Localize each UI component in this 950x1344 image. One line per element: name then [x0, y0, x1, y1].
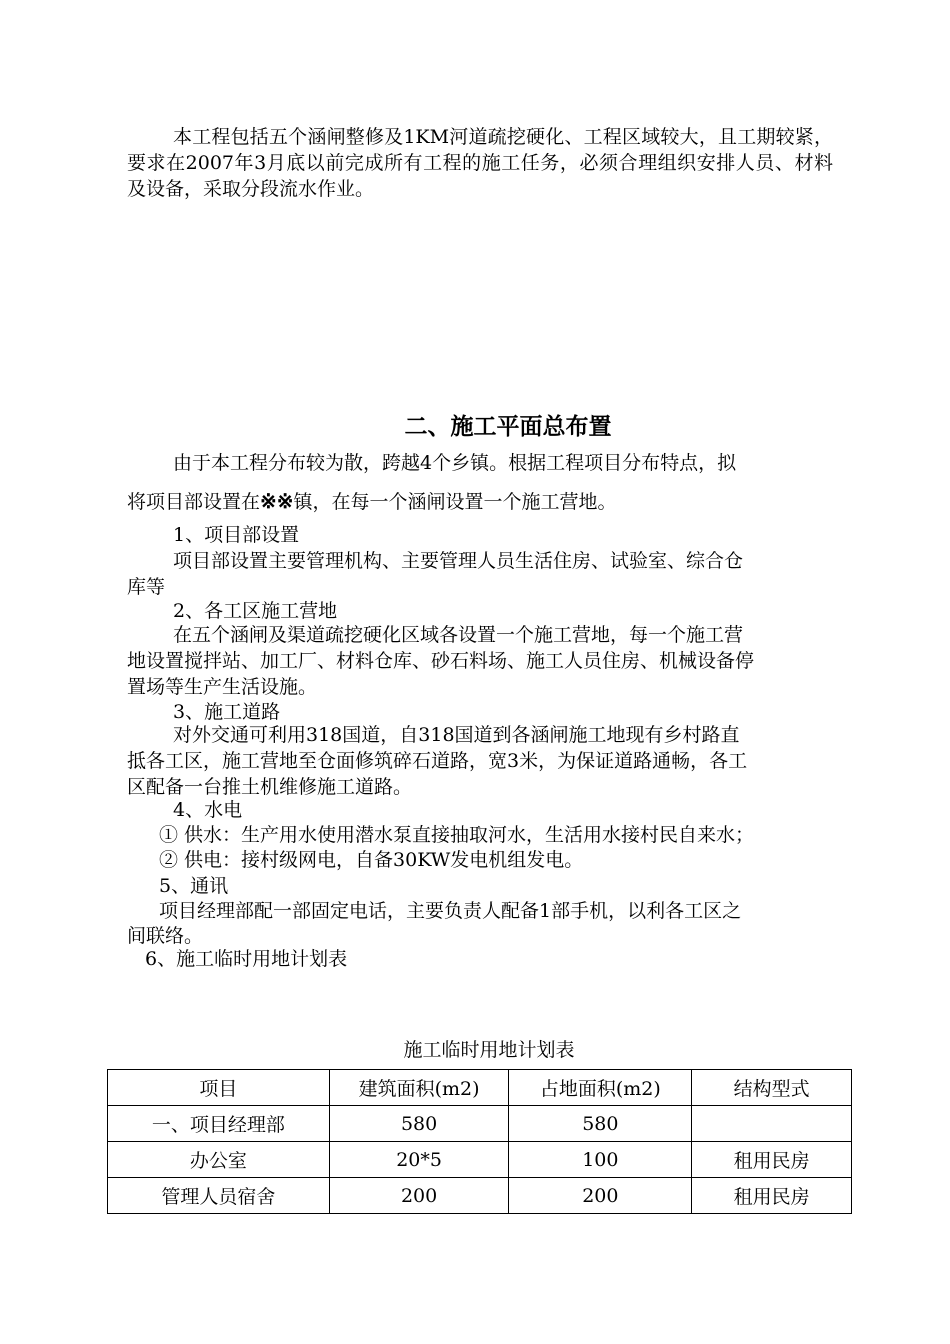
- item2-title: 2、各工区施工营地: [173, 600, 338, 622]
- table-cell: 100: [509, 1142, 692, 1178]
- section-heading: 二、施工平面总布置: [404, 414, 612, 440]
- overview-line-2-end: 镇，在每一个涵闸设置一个施工营地。: [293, 491, 617, 513]
- item4-title: 4、水电: [173, 799, 243, 821]
- table-header-row: [108, 1070, 852, 1106]
- table-cell: 一、项目经理部: [108, 1106, 330, 1142]
- item2-line-1: 在五个涵闸及渠道疏挖硬化区域各设置一个施工营地，每一个施工营: [173, 624, 744, 646]
- overview-line-1: 由于本工程分布较为散，跨越4个乡镇。根据工程项目分布特点，拟: [173, 452, 737, 474]
- item2-line-3: 置场等生产生活设施。: [127, 676, 318, 698]
- table-cell: 20*5: [329, 1142, 509, 1178]
- table-cell: 200: [509, 1178, 692, 1214]
- table-row: [108, 1106, 852, 1142]
- table-cell: 办公室: [108, 1142, 330, 1178]
- table-cell: 580: [509, 1106, 692, 1142]
- item1-title: 1、项目部设置: [173, 524, 300, 546]
- table-row: [108, 1142, 852, 1178]
- table-cell: 租用民房: [692, 1142, 852, 1178]
- item5-line-1: 项目经理部配一部固定电话，主要负责人配备1部手机，以利各工区之: [159, 900, 742, 922]
- table-title: 施工临时用地计划表: [403, 1039, 575, 1061]
- table-cell: 租用民房: [692, 1178, 852, 1214]
- header-item: 项目: [108, 1070, 330, 1106]
- table-cell: [692, 1106, 852, 1142]
- overview-line-2: [127, 488, 617, 515]
- item4-line-1: ① 供水：生产用水使用潜水泵直接抽取河水，生活用水接村民自来水；: [159, 824, 755, 846]
- overview-line-2-start: 将项目部设置在: [127, 491, 261, 513]
- item2-line-2: 地设置搅拌站、加工厂、材料仓库、砂石料场、施工人员住房、机械设备停: [127, 650, 755, 672]
- town-placeholder-symbols: ※※: [260, 489, 294, 513]
- item3-line-3: 区配备一台推土机维修施工道路。: [127, 776, 413, 798]
- intro-paragraph: 本工程包括五个涵闸整修及1KM河道疏挖硬化、工程区域较大，且工期较紧，要求在2007年3月底以前完成所有工程的施工任务，必须合理组织安排人员、材料及设备，采取分段流水作业。: [127, 126, 833, 200]
- item5-title: 5、通讯: [159, 875, 229, 897]
- item1-line-1: 项目部设置主要管理机构、主要管理人员生活住房、试验室、综合仓: [173, 550, 744, 572]
- table-cell: 管理人员宿舍: [108, 1178, 330, 1214]
- item3-title: 3、施工道路: [173, 701, 281, 723]
- table-cell: 200: [329, 1178, 509, 1214]
- land-plan-table: [107, 1069, 852, 1214]
- item4-line-2: ② 供电：接村级网电，自备30KW发电机组发电。: [159, 849, 584, 871]
- item6-title: 6、施工临时用地计划表: [145, 948, 348, 970]
- table-row: [108, 1178, 852, 1214]
- item3-line-1: 对外交通可利用318国道，自318国道到各涵闸施工地现有乡村路直: [173, 724, 740, 746]
- item1-line-2: 库等: [127, 576, 166, 598]
- header-structure: 结构型式: [692, 1070, 852, 1106]
- header-land-area: 占地面积(m2): [509, 1070, 692, 1106]
- item3-line-2: 抵各工区，施工营地至仓面修筑碎石道路，宽3米，为保证道路通畅，各工: [127, 750, 748, 772]
- item5-line-2: 间联络。: [127, 925, 204, 947]
- header-building-area: 建筑面积(m2): [329, 1070, 509, 1106]
- table-cell: 580: [329, 1106, 509, 1142]
